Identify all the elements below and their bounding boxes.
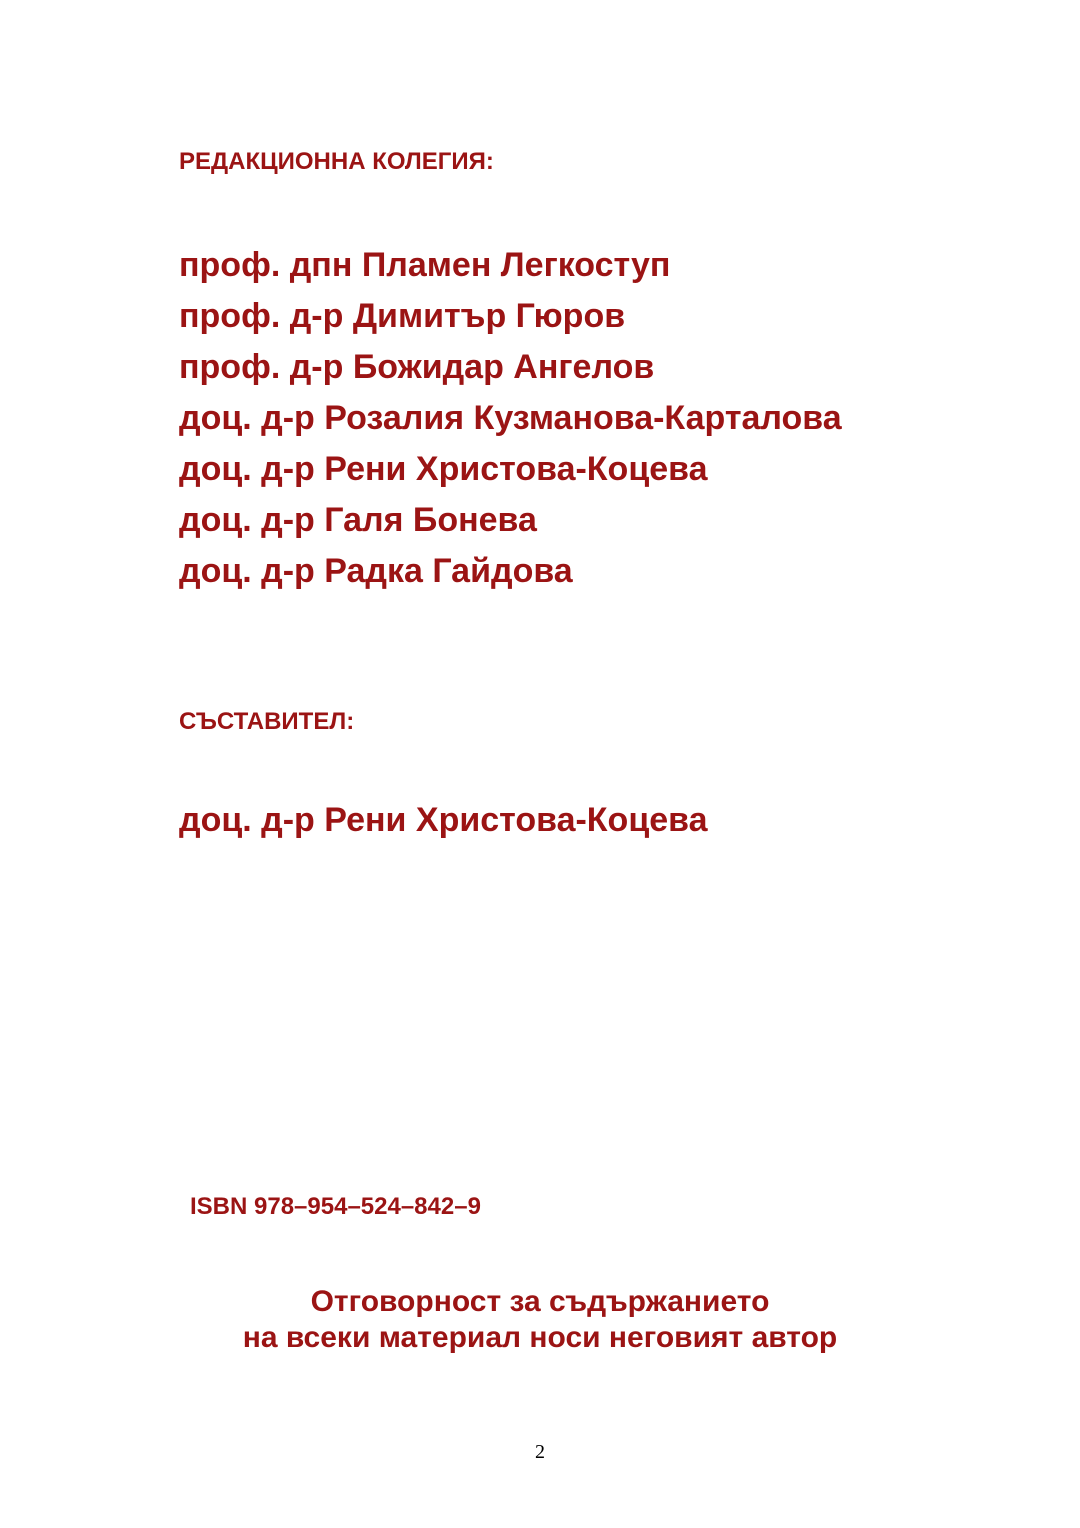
editorial-board-member: проф. д-р Димитър Гюров xyxy=(179,297,626,335)
page-number: 2 xyxy=(535,1441,545,1463)
responsibility-line-1: Отговорност за съдържанието xyxy=(310,1285,770,1318)
editorial-board-heading: РЕДАКЦИОННА КОЛЕГИЯ: xyxy=(179,148,494,175)
editorial-board-member: доц. д-р Галя Бонева xyxy=(179,501,537,539)
responsibility-note xyxy=(0,1284,1080,1356)
editorial-board-member: доц. д-р Радка Гайдова xyxy=(179,552,573,590)
editorial-board-member: доц. д-р Розалия Кузманова-Карталова xyxy=(179,399,842,437)
compiler-name: доц. д-р Рени Христова-Коцева xyxy=(179,801,708,839)
isbn-number: ISBN 978–954–524–842–9 xyxy=(190,1193,481,1220)
responsibility-line-2: на всеки материал носи неговият автор xyxy=(242,1321,838,1354)
editorial-board-member: проф. дпн Пламен Легкоступ xyxy=(179,246,671,284)
compiler-heading: СЪСТАВИТЕЛ: xyxy=(179,708,355,735)
editorial-board-list xyxy=(179,240,842,597)
editorial-board-member: проф. д-р Божидар Ангелов xyxy=(179,348,655,386)
editorial-board-member: доц. д-р Рени Христова-Коцева xyxy=(179,450,708,488)
